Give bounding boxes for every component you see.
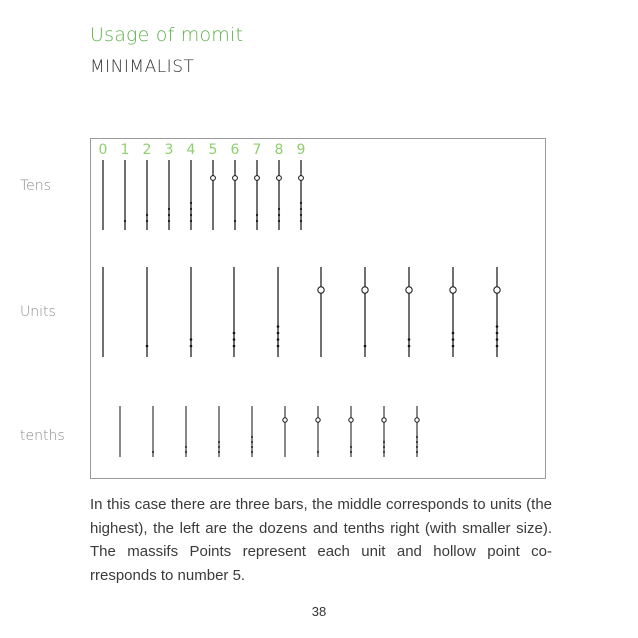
units-digit-6-hollow-point: [362, 287, 368, 293]
units-digit-4-dot: [277, 345, 280, 348]
units-digit-8-dot: [452, 345, 455, 348]
tens-digit-2-dot: [146, 214, 148, 216]
units-digit-8-dot: [452, 338, 455, 341]
tenths-digit-6-hollow-point: [316, 418, 320, 422]
units-digit-4-dot: [277, 325, 280, 328]
tenths-digit-6-dot: [317, 451, 319, 453]
tenths-digit-2-dot: [185, 446, 187, 448]
tenths-digit-8-hollow-point: [382, 418, 386, 422]
tens-digit-5-hollow-point: [211, 176, 216, 181]
digit-label-4: 4: [186, 142, 196, 158]
tens-digit-8-dot: [278, 214, 280, 216]
page-subtitle: MINIMALIST: [90, 57, 195, 77]
units-digit-8-hollow-point: [450, 287, 456, 293]
units-digit-6-dot: [364, 345, 367, 348]
tens-digit-7-dot: [256, 214, 258, 216]
digit-label-1: 1: [120, 142, 130, 158]
units-digit-3-dot: [233, 332, 236, 335]
tenths-digit-4-dot: [251, 436, 253, 438]
row-label-tenths: tenths: [20, 428, 65, 444]
tenths-digit-5-hollow-point: [283, 418, 287, 422]
digit-label-6: 6: [230, 142, 240, 158]
digit-label-5: 5: [208, 142, 218, 158]
row-label-tens: Tens: [20, 178, 51, 194]
units-digit-9-dot: [496, 338, 499, 341]
tenths-digit-3-dot: [218, 446, 220, 448]
tenths-digit-7-dot: [350, 451, 352, 453]
units-digit-8-dot: [452, 332, 455, 335]
tens-digit-9-dot: [300, 202, 302, 204]
tens-digit-7-hollow-point: [255, 176, 260, 181]
tens-digit-8-dot: [278, 208, 280, 210]
tenths-digit-1-dot: [152, 451, 154, 453]
digit-label-7: 7: [252, 142, 262, 158]
units-digit-9-dot: [496, 325, 499, 328]
tenths-digit-4-dot: [251, 451, 253, 453]
units-digit-4-dot: [277, 338, 280, 341]
tens-digit-9-hollow-point: [299, 176, 304, 181]
tenths-digit-7-dot: [350, 446, 352, 448]
tens-digit-7-dot: [256, 220, 258, 222]
tens-digit-8-hollow-point: [277, 176, 282, 181]
tens-digit-3-dot: [168, 220, 170, 222]
digit-label-0: 0: [98, 142, 108, 158]
units-digit-1-dot: [146, 345, 149, 348]
units-digit-4-dot: [277, 332, 280, 335]
tens-digit-4-dot: [190, 220, 192, 222]
caption-text: In this case there are three bars, the middle corresponds to units (the highest), the left are the dozens and tenths right (with smaller size). The massifs Points represent each unit and hollow point co-rresponds to number 5.: [90, 496, 552, 584]
digit-label-2: 2: [142, 142, 152, 158]
tens-digit-9-dot: [300, 220, 302, 222]
tenths-digit-8-dot: [383, 451, 385, 453]
tens-digit-6-hollow-point: [233, 176, 238, 181]
notation-diagram-frame: [90, 138, 546, 479]
tens-digit-9-dot: [300, 208, 302, 210]
tenths-digit-2-dot: [185, 451, 187, 453]
tenths-digit-9-dot: [416, 451, 418, 453]
tens-digit-2-dot: [146, 220, 148, 222]
digit-label-9: 9: [296, 142, 306, 158]
units-digit-2-dot: [190, 338, 193, 341]
tens-digit-4-dot: [190, 208, 192, 210]
units-digit-7-dot: [408, 345, 411, 348]
tenths-digit-9-dot: [416, 436, 418, 438]
tenths-digit-3-dot: [218, 441, 220, 443]
notation-diagram: [91, 139, 547, 480]
units-digit-7-dot: [408, 338, 411, 341]
row-label-units: Units: [20, 304, 56, 320]
tenths-digit-8-dot: [383, 441, 385, 443]
tens-digit-4-dot: [190, 214, 192, 216]
tenths-digit-9-dot: [416, 441, 418, 443]
tens-digit-3-dot: [168, 208, 170, 210]
units-digit-3-dot: [233, 338, 236, 341]
tenths-digit-4-dot: [251, 446, 253, 448]
tens-digit-9-dot: [300, 214, 302, 216]
units-digit-3-dot: [233, 345, 236, 348]
tenths-digit-9-hollow-point: [415, 418, 419, 422]
tens-digit-3-dot: [168, 214, 170, 216]
tenths-digit-4-dot: [251, 441, 253, 443]
page-title: Usage of momit: [90, 24, 244, 46]
tenths-digit-9-dot: [416, 446, 418, 448]
units-digit-9-hollow-point: [494, 287, 500, 293]
page-number: 38: [311, 604, 327, 619]
units-digit-9-dot: [496, 345, 499, 348]
units-digit-7-hollow-point: [406, 287, 412, 293]
digit-label-3: 3: [164, 142, 174, 158]
units-digit-9-dot: [496, 332, 499, 335]
units-digit-5-hollow-point: [318, 287, 324, 293]
tenths-digit-7-hollow-point: [349, 418, 353, 422]
units-digit-2-dot: [190, 345, 193, 348]
tens-digit-4-dot: [190, 202, 192, 204]
tenths-digit-3-dot: [218, 451, 220, 453]
tens-digit-8-dot: [278, 220, 280, 222]
tens-digit-6-dot: [234, 220, 236, 222]
tens-digit-1-dot: [124, 220, 126, 222]
tenths-digit-8-dot: [383, 446, 385, 448]
digit-label-8: 8: [274, 142, 284, 158]
